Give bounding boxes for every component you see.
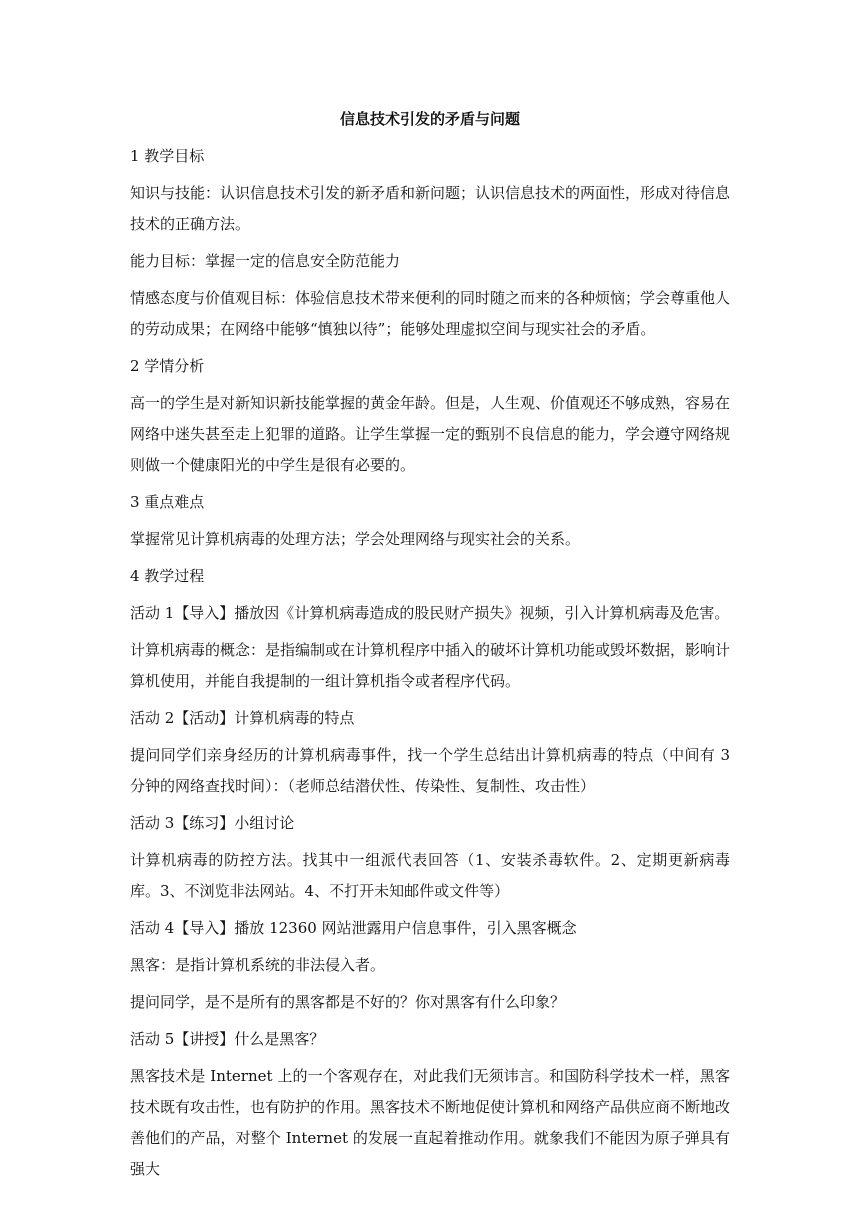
paragraph-hacker-question: 提问同学，是不是所有的黑客都是不好的？你对黑客有什么印象？ <box>130 993 566 1011</box>
paragraph-activity-2: 活动 2【活动】计算机病毒的特点 <box>130 709 355 727</box>
heading-key-points: 3 重点难点 <box>130 493 205 511</box>
paragraph-key-points: 掌握常见计算机病毒的处理方法；学会处理网络与现实社会的关系。 <box>130 530 581 548</box>
paragraph-virus-prevention: 计算机病毒的防控方法。找其中一组派代表回答（1、安装杀毒软件。2、定期更新病毒库。3、不浏览非法网站。4、不打开未知邮件或文件等） <box>130 851 730 900</box>
document-title: 信息技术引发的矛盾与问题 <box>339 110 520 128</box>
document-body <box>130 104 730 1191</box>
paragraph-hacker-technology: 黑客技术是 Internet 上的一个客观存在，对此我们无须讳言。和国防科学技术一样，黑客技术既有攻击性，也有防护的作用。黑客技术不断地促使计算机和网络产品供应商不断地改善他们的产品，对整个 Internet 的发展一直起着推动作用。就象我们不能因为原子弹具有强大 <box>130 1067 731 1178</box>
paragraph-student-analysis: 高一的学生是对新知识新技能掌握的黄金年龄。但是，人生观、价值观还不够成熟，容易在网络中迷失甚至走上犯罪的道路。让学生掌握一定的甄别不良信息的能力，学会遵守网络规则做一个健康阳光的中学生是很有必要的。 <box>130 394 731 474</box>
paragraph-virus-concept: 计算机病毒的概念：是指编制或在计算机程序中插入的破坏计算机功能或毁坏数据，影响计算机使用，并能自我提制的一组计算机指令或者程序代码。 <box>130 641 731 690</box>
paragraph-activity-1: 活动 1【导入】播放因《计算机病毒造成的股民财产损失》视频，引入计算机病毒及危害。 <box>130 604 730 622</box>
paragraph-activity-3: 活动 3【练习】小组讨论 <box>130 814 295 832</box>
paragraph-virus-features: 提问同学们亲身经历的计算机病毒事件，找一个学生总结出计算机病毒的特点（中间有 3 分钟的网络查找时间）：（老师总结潜伏性、传染性、复制性、攻击性） <box>130 746 730 795</box>
heading-teaching-process: 4 教学过程 <box>130 567 205 585</box>
paragraph-activity-5: 活动 5【讲授】什么是黑客？ <box>130 1030 325 1048</box>
heading-teaching-goals: 1 教学目标 <box>130 147 205 165</box>
paragraph-activity-4: 活动 4【导入】播放 12360 网站泄露用户信息事件，引入黑客概念 <box>130 919 577 937</box>
paragraph-ability-goal: 能力目标：掌握一定的信息安全防范能力 <box>130 252 401 270</box>
paragraph-knowledge-skills: 知识与技能：认识信息技术引发的新矛盾和新问题；认识信息技术的两面性，形成对待信息技术的正确方法。 <box>130 184 731 233</box>
paragraph-hacker-definition: 黑客：是指计算机系统的非法侵入者。 <box>130 956 386 974</box>
paragraph-emotion-goal: 情感态度与价值观目标：体验信息技术带来便利的同时随之而来的各种烦恼；学会尊重他人的劳动成果；在网络中能够“慎独以待”；能够处理虚拟空间与现实社会的矛盾。 <box>130 289 731 338</box>
heading-student-analysis: 2 学情分析 <box>130 357 205 375</box>
